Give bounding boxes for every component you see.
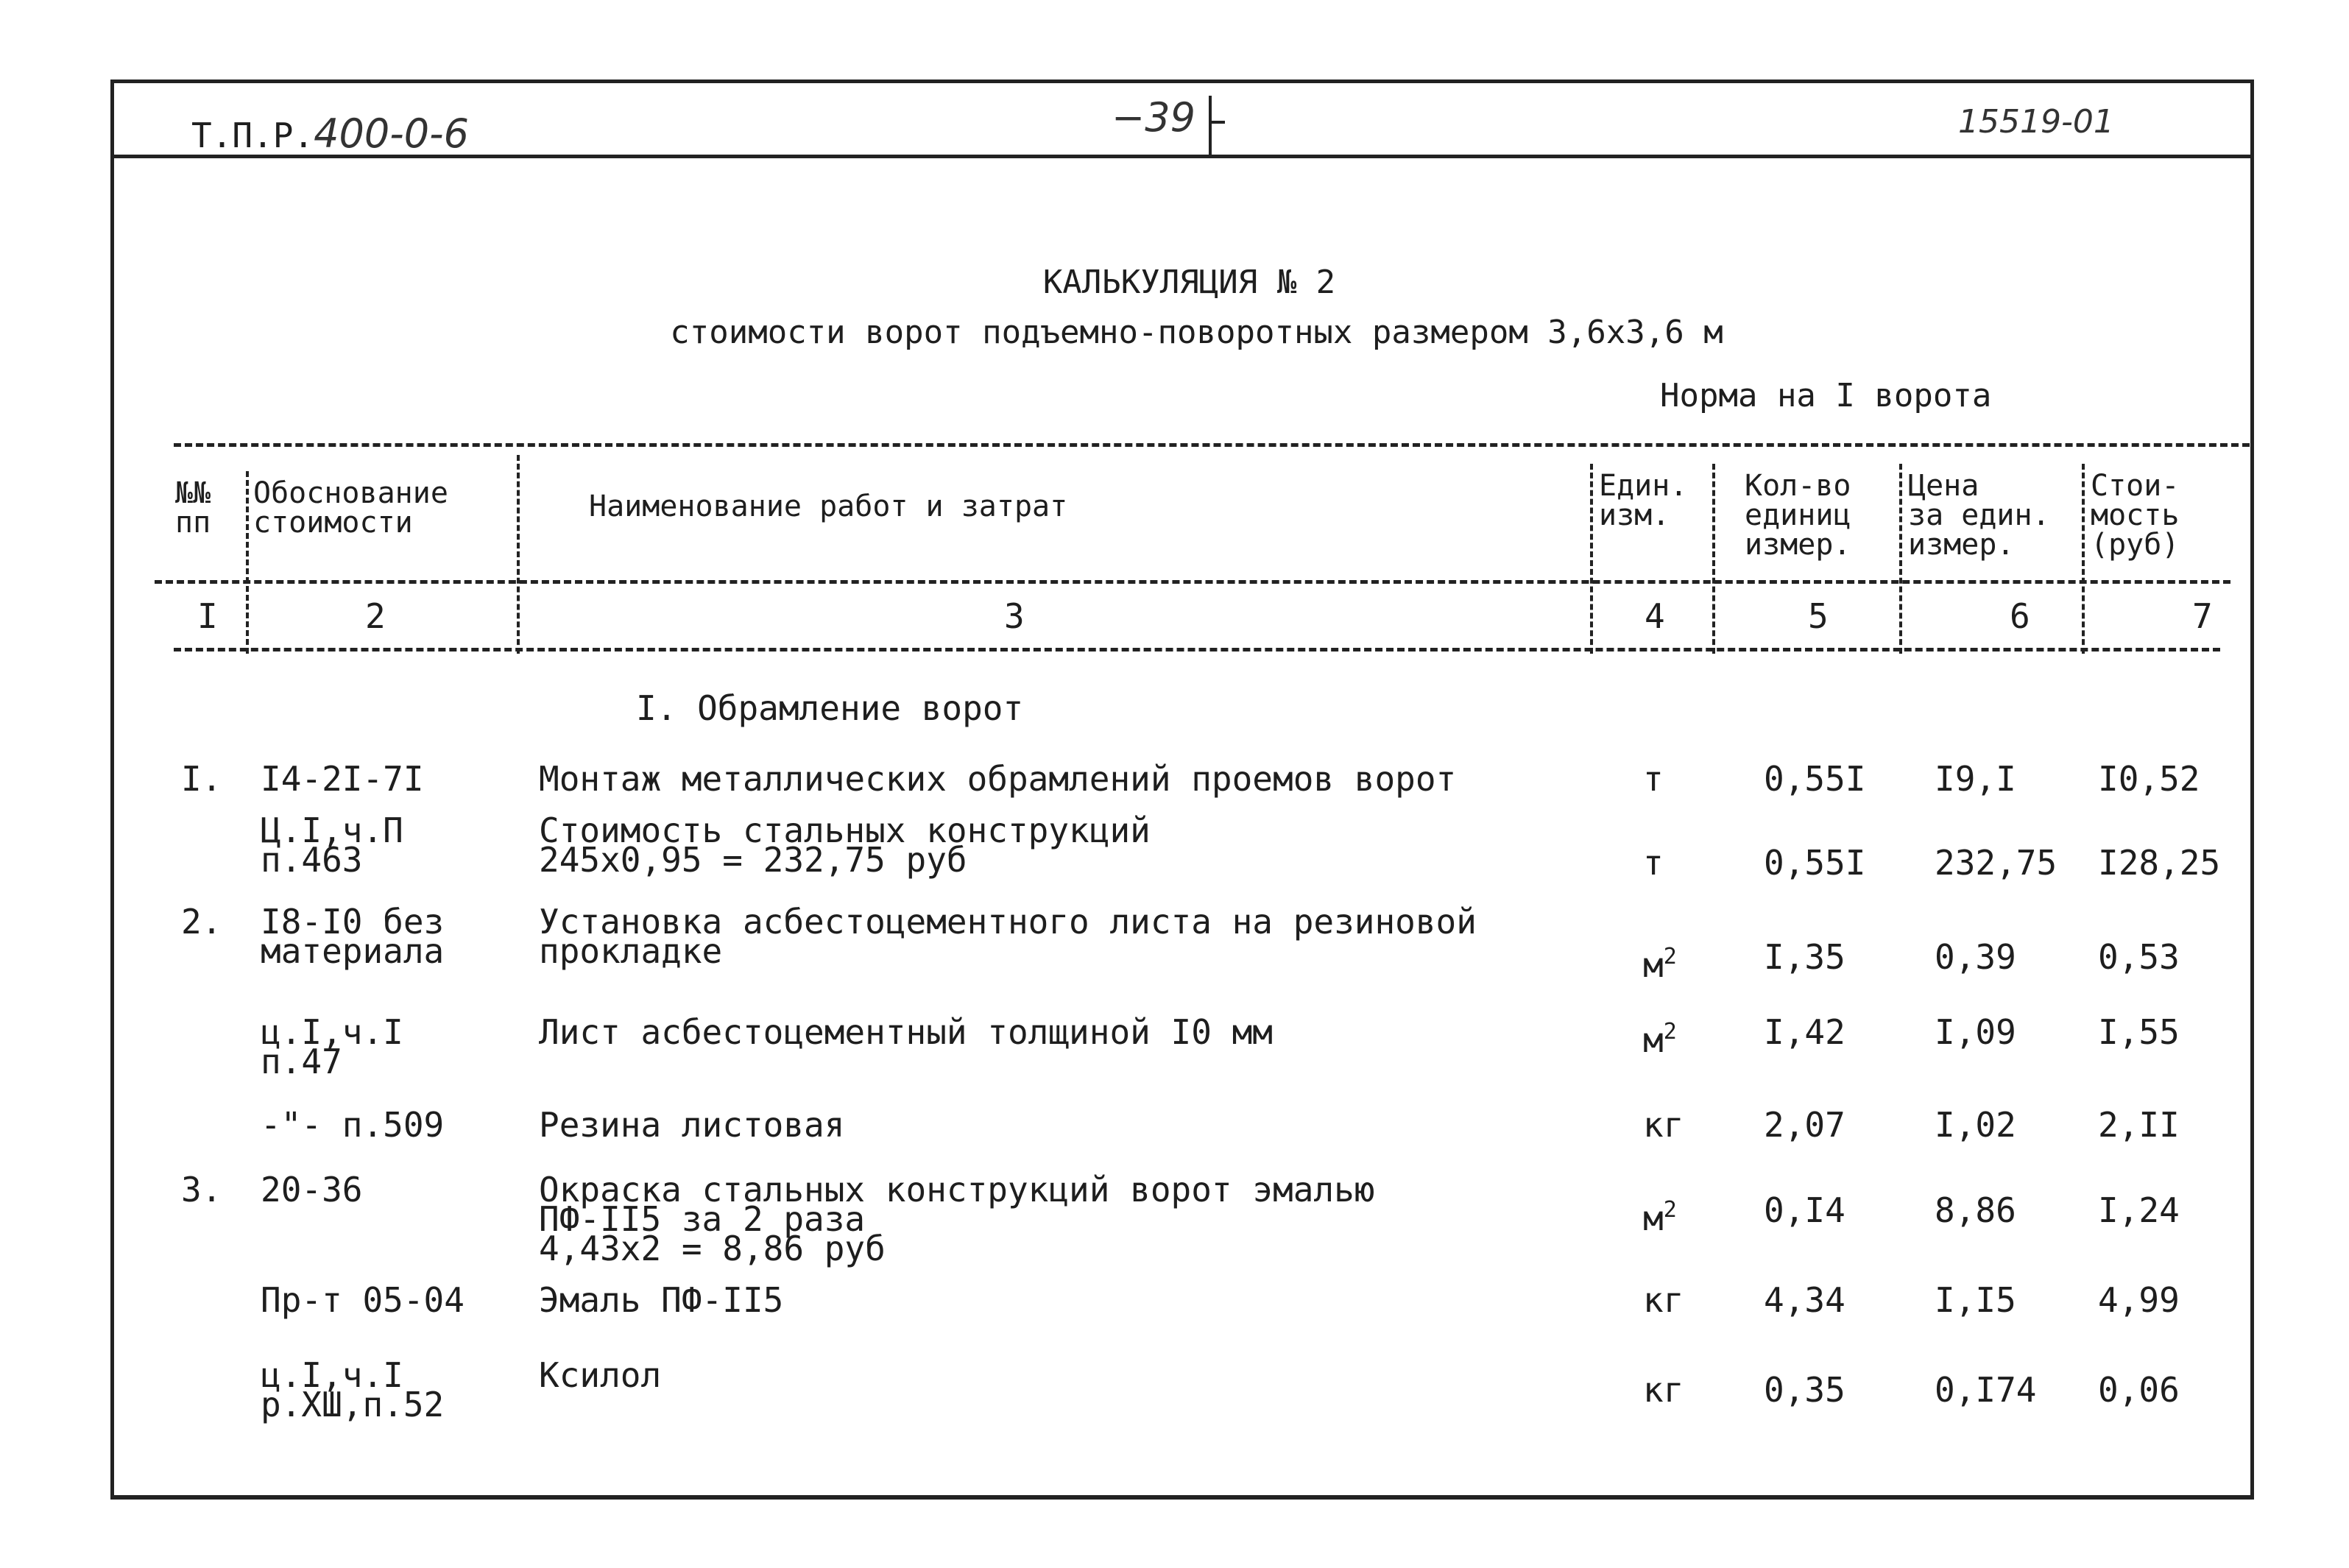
colnum-7: 7 (2192, 596, 2213, 636)
row-cost: I28,25 (2098, 843, 2221, 883)
row-unit (1643, 1370, 1684, 1410)
document-title: КАЛЬКУЛЯЦИЯ № 2 (1042, 264, 1336, 301)
code-handwritten: 400-0-6 (314, 110, 469, 157)
row-quantity: 0,I4 (1764, 1190, 1845, 1230)
colnum-5: 5 (1808, 596, 1829, 636)
row-unit (1643, 1280, 1684, 1320)
unit-text: м (1643, 1020, 1664, 1060)
row-unit (1643, 843, 1664, 883)
unit-superscript: 2 (1663, 944, 1677, 970)
col-sep-6 (2082, 464, 2085, 654)
row-name (539, 1012, 1273, 1052)
row-name (539, 1280, 784, 1320)
row-unit (1643, 942, 1677, 985)
document-subtitle: стоимости ворот подъемно-поворотных размером 3,6х3,6 м (670, 314, 1723, 351)
header-col-4: Един. изм. (1599, 469, 1688, 532)
row-cost: 4,99 (2098, 1280, 2180, 1320)
name-line: ПФ-II5 за 2 раза (539, 1199, 866, 1239)
row-number: I. (181, 759, 222, 799)
unit-text: кг (1643, 1280, 1684, 1320)
row-unit (1643, 1105, 1684, 1145)
row-basis (261, 1355, 445, 1424)
row-unit-price: I,02 (1935, 1105, 2016, 1145)
row-cost: 0,06 (2098, 1370, 2180, 1410)
row-cost: 2,II (2098, 1105, 2180, 1145)
col-sep-3 (1590, 464, 1593, 654)
basis-line: I8-I0 без (261, 902, 445, 942)
unit-text: м (1643, 945, 1664, 985)
row-basis (261, 902, 445, 971)
basis-line: материала (261, 931, 445, 971)
row-unit-price: 0,I74 (1935, 1370, 2037, 1410)
row-unit-price: I,09 (1935, 1012, 2016, 1052)
header-col-1: №№ пп (175, 476, 211, 540)
header-col-7: Стои- мость (руб) (2091, 469, 2180, 562)
row-basis (261, 759, 424, 799)
unit-text: т (1643, 759, 1664, 799)
row-quantity: I,35 (1764, 937, 1845, 977)
name-line: Резина листовая (539, 1105, 845, 1145)
name-line: Ксилол (539, 1355, 662, 1395)
section-title: I. Обрамление ворот (636, 688, 1024, 728)
row-quantity: 0,35 (1764, 1370, 1845, 1410)
row-quantity: 2,07 (1764, 1105, 1845, 1145)
name-line: Лист асбестоцементный толщиной I0 мм (539, 1012, 1273, 1052)
unit-text: т (1643, 843, 1664, 883)
row-unit (1643, 1196, 1677, 1238)
page-number-tick (1209, 121, 1225, 124)
norm-label: Норма на I ворота (1660, 377, 1992, 414)
unit-text: м (1643, 1198, 1664, 1238)
row-number: 2. (181, 902, 222, 942)
basis-line: п.47 (261, 1042, 342, 1081)
name-line: 245х0,95 = 232,75 руб (539, 840, 967, 880)
col-sep-1 (246, 471, 249, 654)
row-name (539, 1355, 662, 1395)
row-name (539, 759, 1457, 799)
basis-line: -"- п.509 (261, 1105, 445, 1145)
row-quantity: I,42 (1764, 1012, 1845, 1052)
basis-line: р.XШ,п.52 (261, 1385, 445, 1424)
row-quantity: 4,34 (1764, 1280, 1845, 1320)
row-unit-price: I,I5 (1935, 1280, 2016, 1320)
name-line: прокладке (539, 931, 723, 971)
sheet-number: 15519-01 (1958, 103, 2114, 141)
table-header-rule (155, 580, 2230, 584)
basis-line: Ц.I,ч.П (261, 811, 403, 850)
basis-line: п.463 (261, 840, 363, 880)
basis-line: ц.I,ч.I (261, 1012, 403, 1052)
row-name (539, 902, 1477, 971)
row-quantity: 0,55I (1764, 759, 1866, 799)
header-col-2: Обоснование стоимости (253, 476, 448, 540)
basis-line: 20-36 (261, 1170, 363, 1209)
row-cost: 0,53 (2098, 937, 2180, 977)
row-name (539, 1105, 845, 1145)
name-line: Стоимость стальных конструкций (539, 811, 1151, 850)
row-cost: I,55 (2098, 1012, 2180, 1052)
name-line: 4,43х2 = 8,86 руб (539, 1229, 886, 1268)
header-col-3: Наименование работ и затрат (589, 490, 1068, 523)
basis-line: ц.I,ч.I (261, 1355, 403, 1395)
row-name (539, 811, 1151, 880)
row-unit (1643, 1017, 1677, 1060)
table-top-rule (174, 443, 2250, 447)
name-line: Монтаж металлических обрамлений проемов ворот (539, 759, 1457, 799)
col-sep-5 (1899, 464, 1902, 654)
row-basis (261, 1170, 363, 1209)
row-unit-price: 0,39 (1935, 937, 2016, 977)
row-basis (261, 811, 403, 880)
row-basis (261, 1012, 403, 1081)
row-basis (261, 1280, 464, 1320)
page-number-mark (1209, 96, 1212, 156)
basis-line: I4-2I-7I (261, 759, 424, 799)
unit-superscript: 2 (1663, 1197, 1677, 1223)
row-cost: I,24 (2098, 1190, 2180, 1230)
code-prefix: Т.П.Р. (191, 116, 314, 155)
row-unit-price: 8,86 (1935, 1190, 2016, 1230)
colnum-4: 4 (1645, 596, 1665, 636)
table-colnum-rule (174, 648, 2220, 651)
unit-superscript: 2 (1663, 1019, 1677, 1045)
row-unit-price: I9,I (1935, 759, 2016, 799)
header-col-6: Цена за един. измер. (1908, 469, 2050, 562)
header-col-5: Кол-во единиц измер. (1745, 469, 1851, 562)
document-code (191, 110, 469, 157)
name-line: Установка асбестоцементного листа на резиновой (539, 902, 1477, 942)
row-basis (261, 1105, 445, 1145)
colnum-1: I (197, 596, 218, 636)
row-quantity: 0,55I (1764, 843, 1866, 883)
row-unit (1643, 759, 1664, 799)
colnum-2: 2 (365, 596, 386, 636)
row-number: 3. (181, 1170, 222, 1209)
row-name (539, 1170, 1375, 1268)
colnum-3: 3 (1004, 596, 1025, 636)
unit-text: кг (1643, 1105, 1684, 1145)
row-unit-price: 232,75 (1935, 843, 2057, 883)
colnum-6: 6 (2010, 596, 2030, 636)
row-cost: I0,52 (2098, 759, 2200, 799)
unit-text: кг (1643, 1370, 1684, 1410)
name-line: Окраска стальных конструкций ворот эмалью (539, 1170, 1375, 1209)
name-line: Эмаль ПФ-II5 (539, 1280, 784, 1320)
basis-line: Пр-т 05-04 (261, 1280, 464, 1320)
page-number: −39 (1112, 94, 1195, 141)
col-sep-4 (1712, 464, 1715, 654)
col-sep-2 (517, 455, 520, 654)
